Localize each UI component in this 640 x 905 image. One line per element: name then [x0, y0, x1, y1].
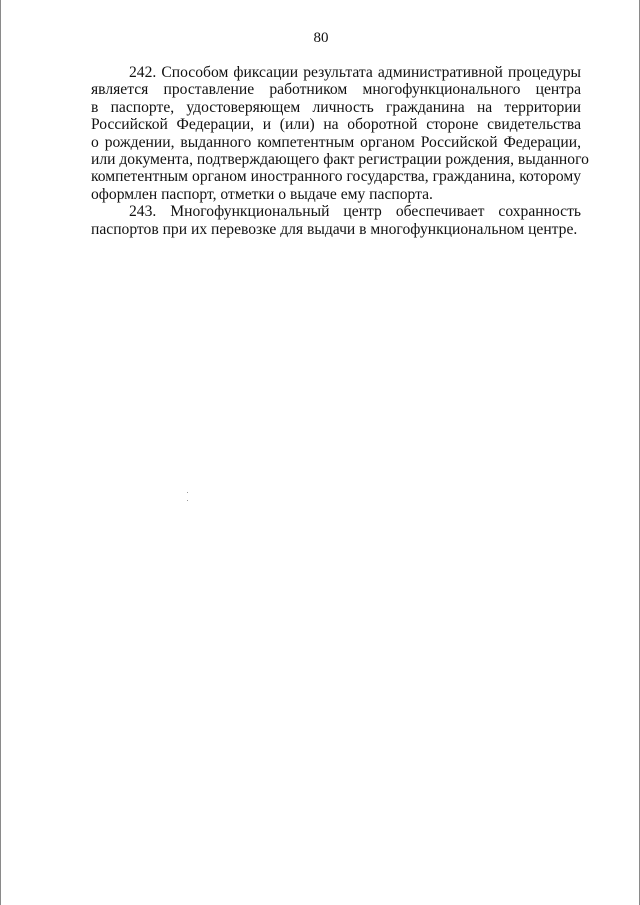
paragraph-line: 242. Способом фиксации результата административной процедуры — [129, 64, 581, 81]
paragraph-line: в паспорте, удостоверяющем личность гражданина на территории — [91, 98, 581, 116]
paragraph-line: 243. Многофункциональный центр обеспечивает сохранность — [129, 203, 581, 221]
paragraph-line: является проставление работником многофункционального центра — [91, 81, 581, 99]
scan-speck — [187, 492, 188, 493]
paragraph-line: Российской Федерации, и (или) на оборотной стороне свидетельства — [91, 116, 581, 134]
paragraph-line: оформлен паспорт, отметки о выдаче ему паспорта. — [91, 185, 433, 203]
page-number: 80 — [313, 30, 329, 46]
paragraph-line: паспортов при их перевозке для выдачи в многофункциональном центре. — [91, 220, 578, 238]
document-body — [91, 64, 589, 238]
paragraph-line: или документа, подтверждающего факт регистрации рождения, выданного — [91, 151, 589, 169]
paragraph-line: о рождении, выданного компетентным органом Российской Федерации, — [91, 133, 581, 151]
paragraph-243 — [91, 203, 581, 238]
paragraph-line: компетентным органом иностранного государства, гражданина, которому — [91, 168, 581, 186]
paragraph-242 — [91, 64, 589, 203]
scan-speck — [187, 500, 188, 501]
